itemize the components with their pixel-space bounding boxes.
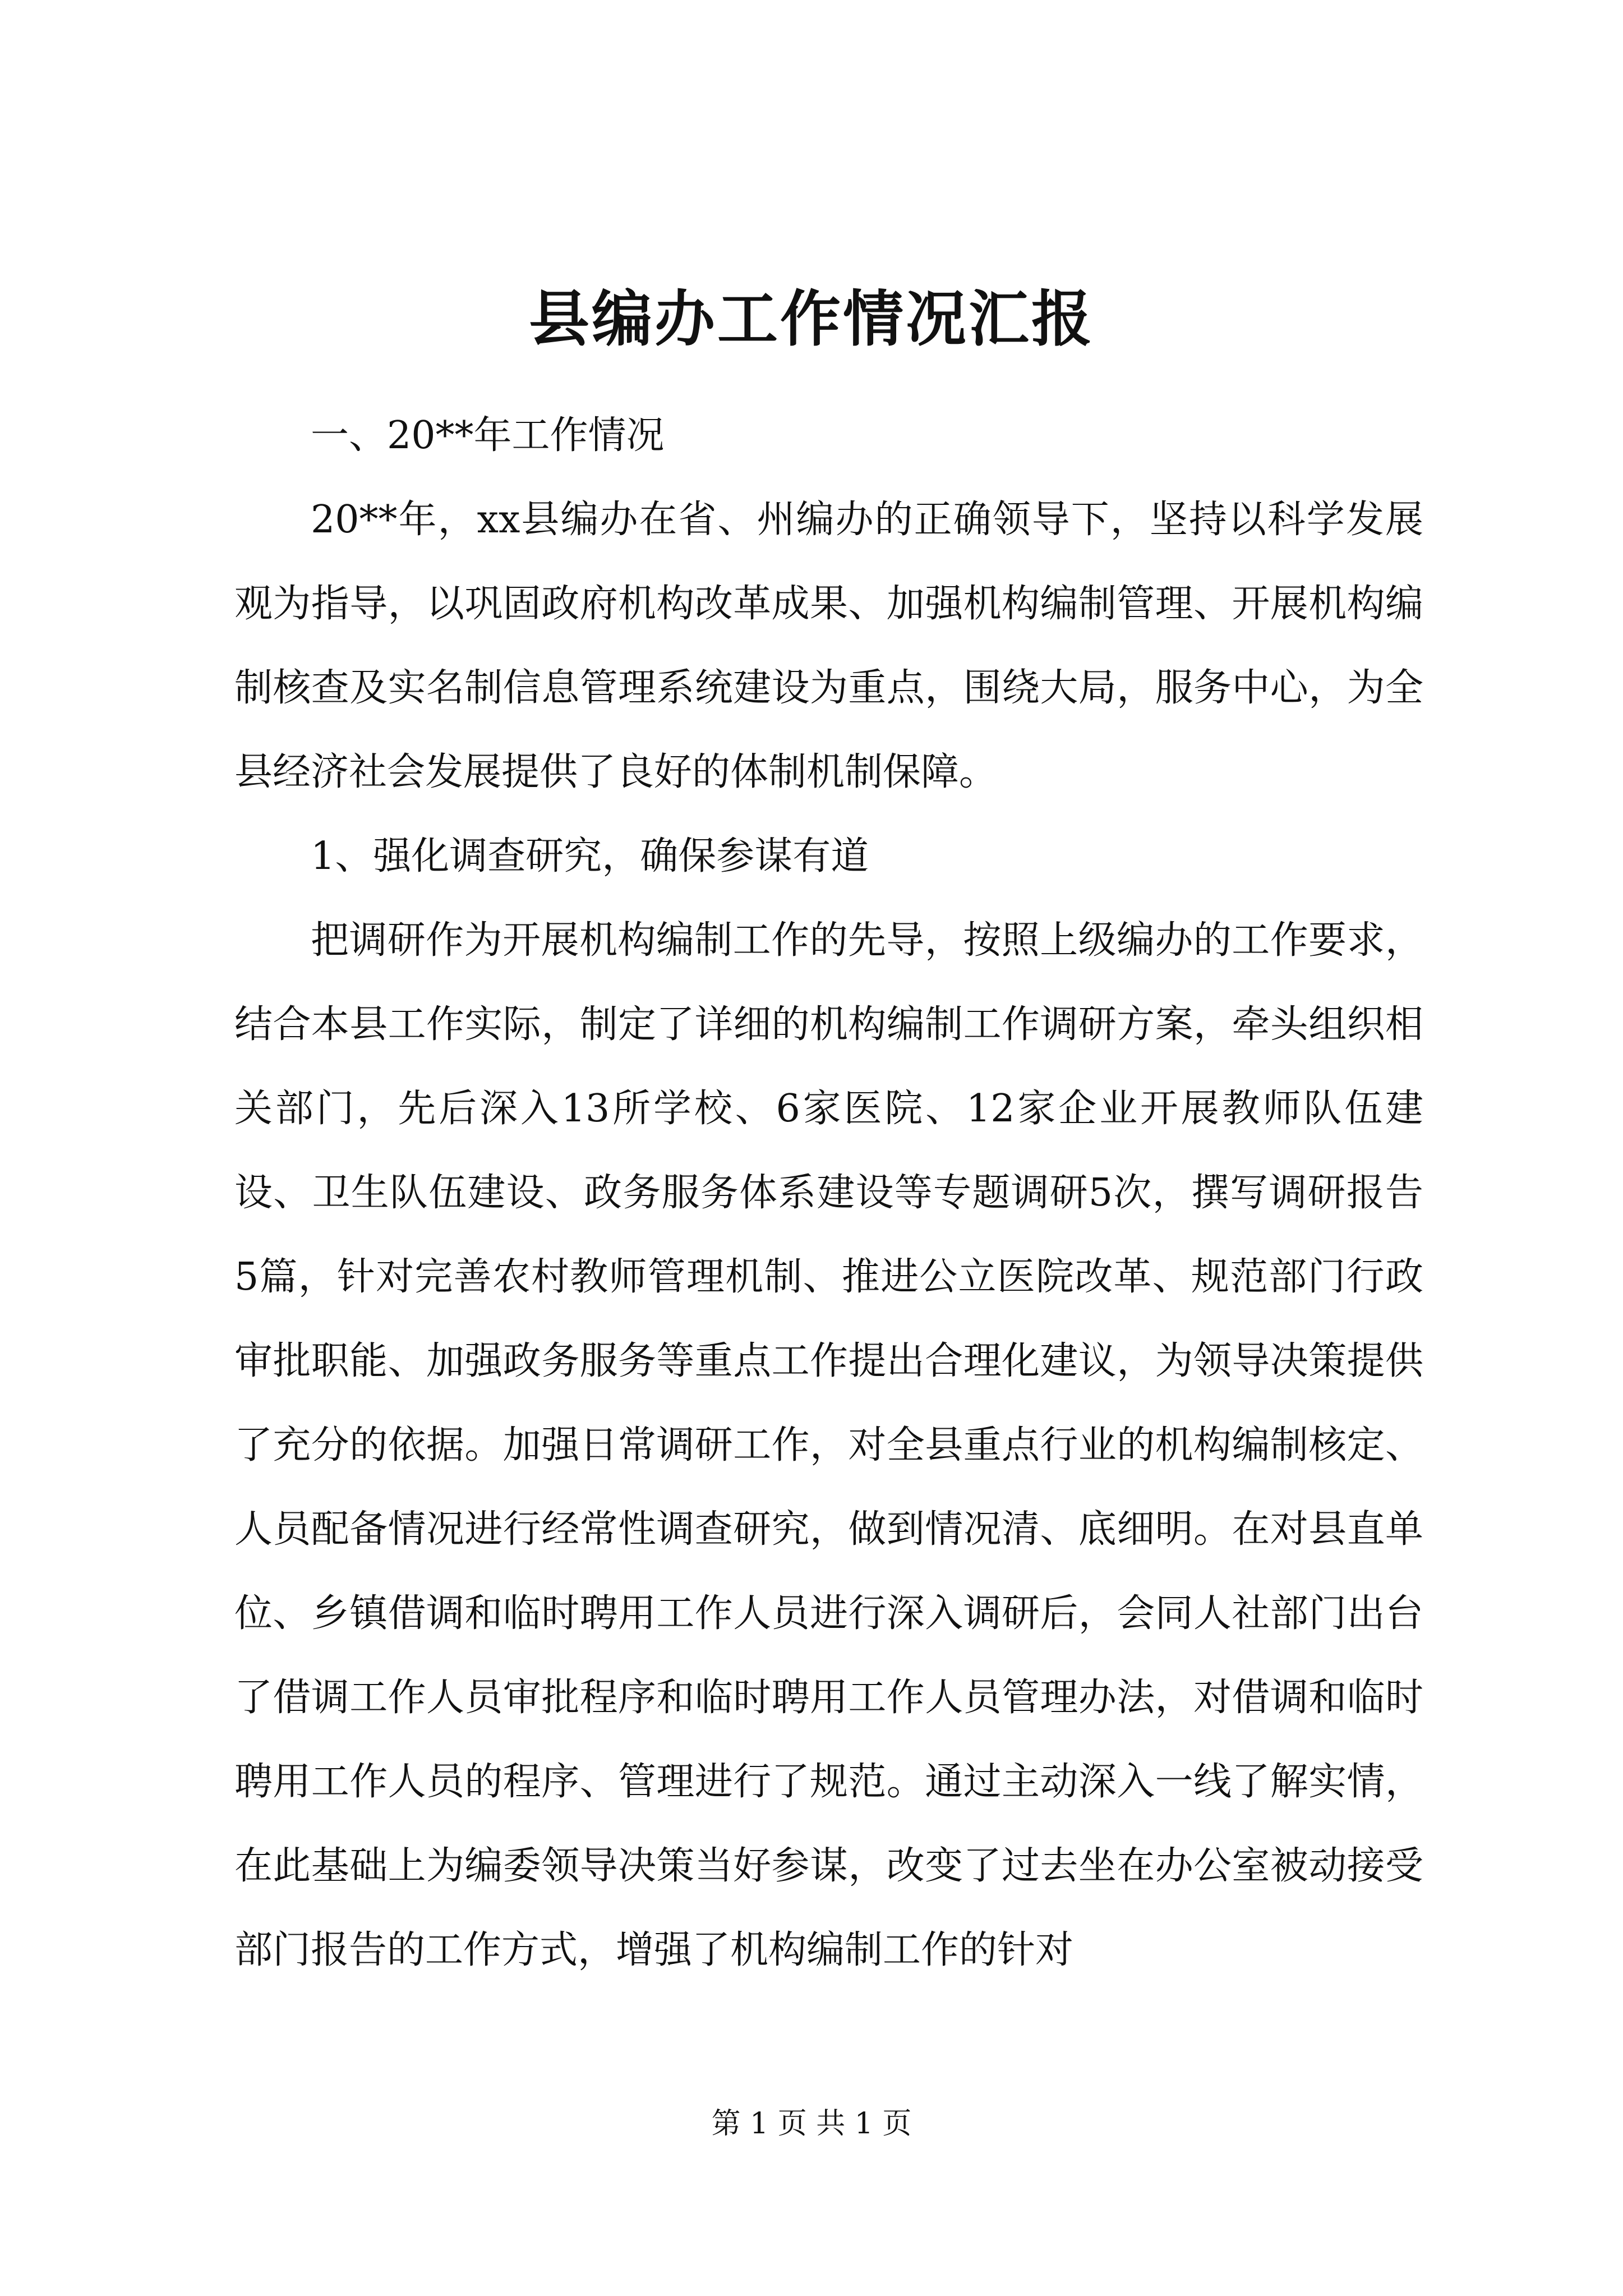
- page-footer: 第 1 页 共 1 页: [711, 2107, 912, 2141]
- intro-paragraph: 20**年，xx县编办在省、州编办的正确领导下，坚持以科学发展观为指导，以巩固政府机构改革成果、加强机构编制管理、开展机构编制核查及实名制信息管理系统建设为重点，围绕大局，服务中心，为全县经济社会发展提供了良好的体制机制保障。: [234, 498, 1423, 794]
- document-title: 县编办工作情况汇报: [528, 284, 1094, 355]
- section-heading: 一、20**年工作情况: [311, 413, 665, 458]
- paragraph-1: 把调研作为开展机构编制工作的先导，按照上级编办的工作要求，结合本县工作实际，制定了详细的机构编制工作调研方案，牵头组织相关部门，先后深入13所学校、6家医院、12家企业开展教师队伍建设、卫生队伍建设、政务服务体系建设等专题调研5次，撰写调研报告5篇，针对完善农村教师管理机制、推进公立医院改革、规范部门行政审批职能、加强政务服务等重点工作提出合理化建议，为领导决策提供了充分的依据。加强日常调研工作，对全县重点行业的机构编制核定、人员配备情况进行经常性调查研究，做到情况清、底细明。在对县直单位、乡镇借调和临时聘用工作人员进行深入调研后，会同人社部门出台了借调工作人员审批程序和临时聘用工作人员管理办法，对借调和临时聘用工作人员的程序、管理进行了规范。通过主动深入一线了解实情，在此基础上为编委领导决策当好参谋，改变了过去坐在办公室被动接受部门报告的工作方式，增强了机构编制工作的针对: [234, 918, 1423, 1972]
- document-body: [234, 394, 1423, 1993]
- subheading-1: 1、强化调查研究，确保参谋有道: [311, 834, 869, 878]
